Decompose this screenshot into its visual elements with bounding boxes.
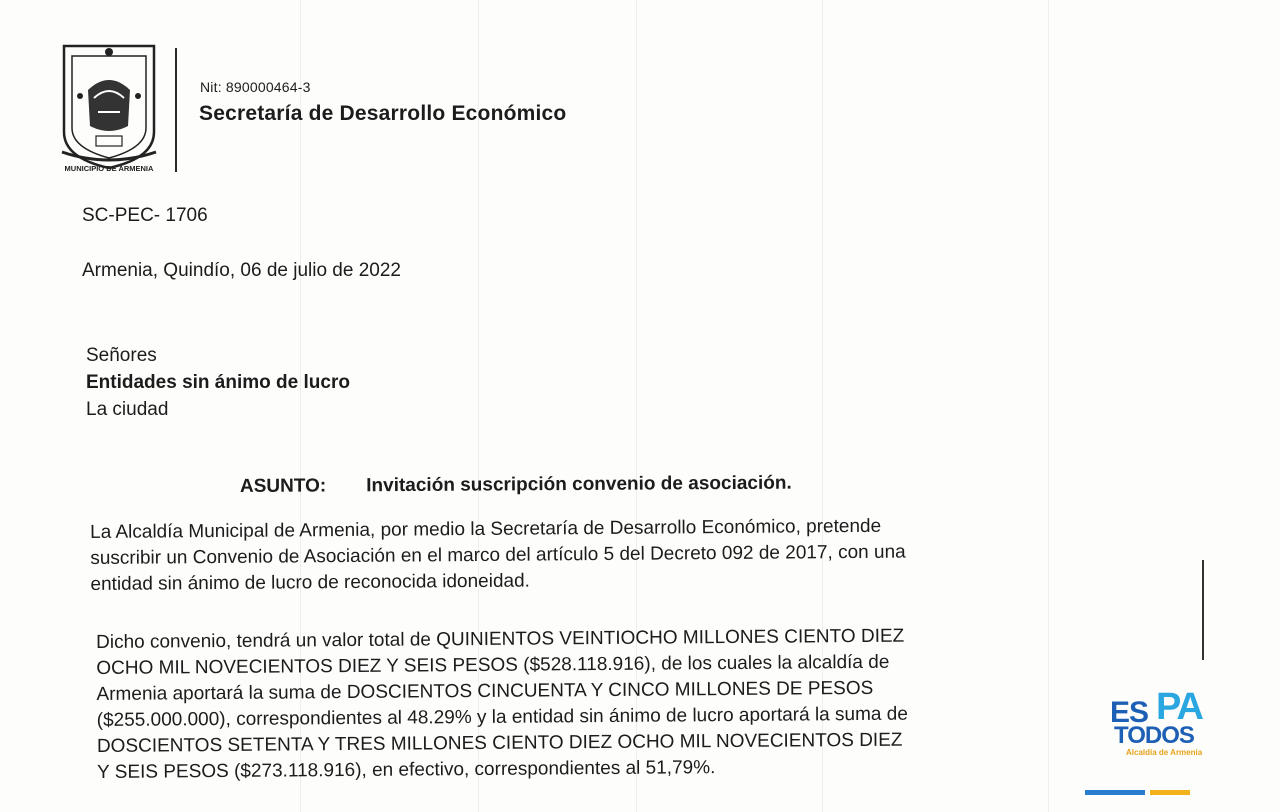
paragraph-line: Y SEIS PESOS ($273.118.916), en efectivo, correspondientes al 51,79%. — [97, 757, 716, 783]
municipal-crest-logo — [58, 40, 160, 174]
paragraph-intro — [90, 514, 906, 598]
logo-es: ES — [1110, 696, 1149, 729]
nit-number: Nit: 890000464-3 — [200, 79, 311, 95]
recipient-block — [86, 342, 350, 423]
footer-bar-yellow — [1150, 790, 1190, 795]
subject-label: ASUNTO: — [239, 475, 327, 497]
logo-todos: TODOS — [1114, 722, 1194, 749]
reference-code: SC-PEC- 1706 — [82, 205, 208, 226]
footer-bar-blue — [1085, 790, 1145, 795]
department-title: Secretaría de Desarrollo Económico — [199, 102, 567, 125]
recipient-city: La ciudad — [86, 399, 169, 420]
subject-line — [240, 473, 792, 498]
paragraph-line: entidad sin ánimo de lucro de reconocida idoneidad. — [90, 570, 530, 595]
paragraph-line: La Alcaldía Municipal de Armenia, por medio la Secretaría de Desarrollo Económico, pretende — [90, 515, 882, 543]
recipient-salutation: Señores — [86, 345, 157, 366]
subject-text: Invitación suscripción convenio de asociación. — [366, 472, 792, 497]
logo-tagline: Alcaldía de Armenia — [1126, 748, 1203, 757]
scan-edge-mark — [1202, 560, 1204, 660]
paragraph-line: suscribir un Convenio de Asociación en el marco del artículo 5 del Decreto 092 de 2017, con una — [90, 541, 906, 569]
paragraph-line: Dicho convenio, tendrá un valor total de QUINIENTOS VEINTIOCHO MILLONES CIENTO DIEZ — [96, 625, 905, 653]
paragraph-value — [96, 624, 908, 786]
svg-text:MUNICIPIO DE ARMENIA: MUNICIPIO DE ARMENIA — [64, 164, 154, 173]
paragraph-line: DOSCIENTOS SETENTA Y TRES MILLONES CIENTO DIEZ OCHO MIL NOVECIENTOS DIEZ — [96, 729, 903, 757]
paragraph-line: OCHO MIL NOVECIENTOS DIEZ Y SEIS PESOS ($528.118.916), de los cuales la alcaldía de — [96, 651, 890, 679]
date-line: Armenia, Quindío, 06 de julio de 2022 — [82, 260, 401, 281]
header-divider — [175, 48, 177, 172]
paragraph-line: Armenia aportará la suma de DOSCIENTOS CINCUENTA Y CINCO MILLONES DE PESOS — [96, 677, 874, 705]
paragraph-line: ($255.000.000), correspondientes al 48.29% y la entidad sin ánimo de lucro aportará la suma de — [96, 703, 908, 731]
recipient-name: Entidades sin ánimo de lucro — [86, 372, 350, 393]
logo-pa: PA — [1156, 686, 1202, 728]
es-pa-todos-logo — [1108, 686, 1212, 762]
